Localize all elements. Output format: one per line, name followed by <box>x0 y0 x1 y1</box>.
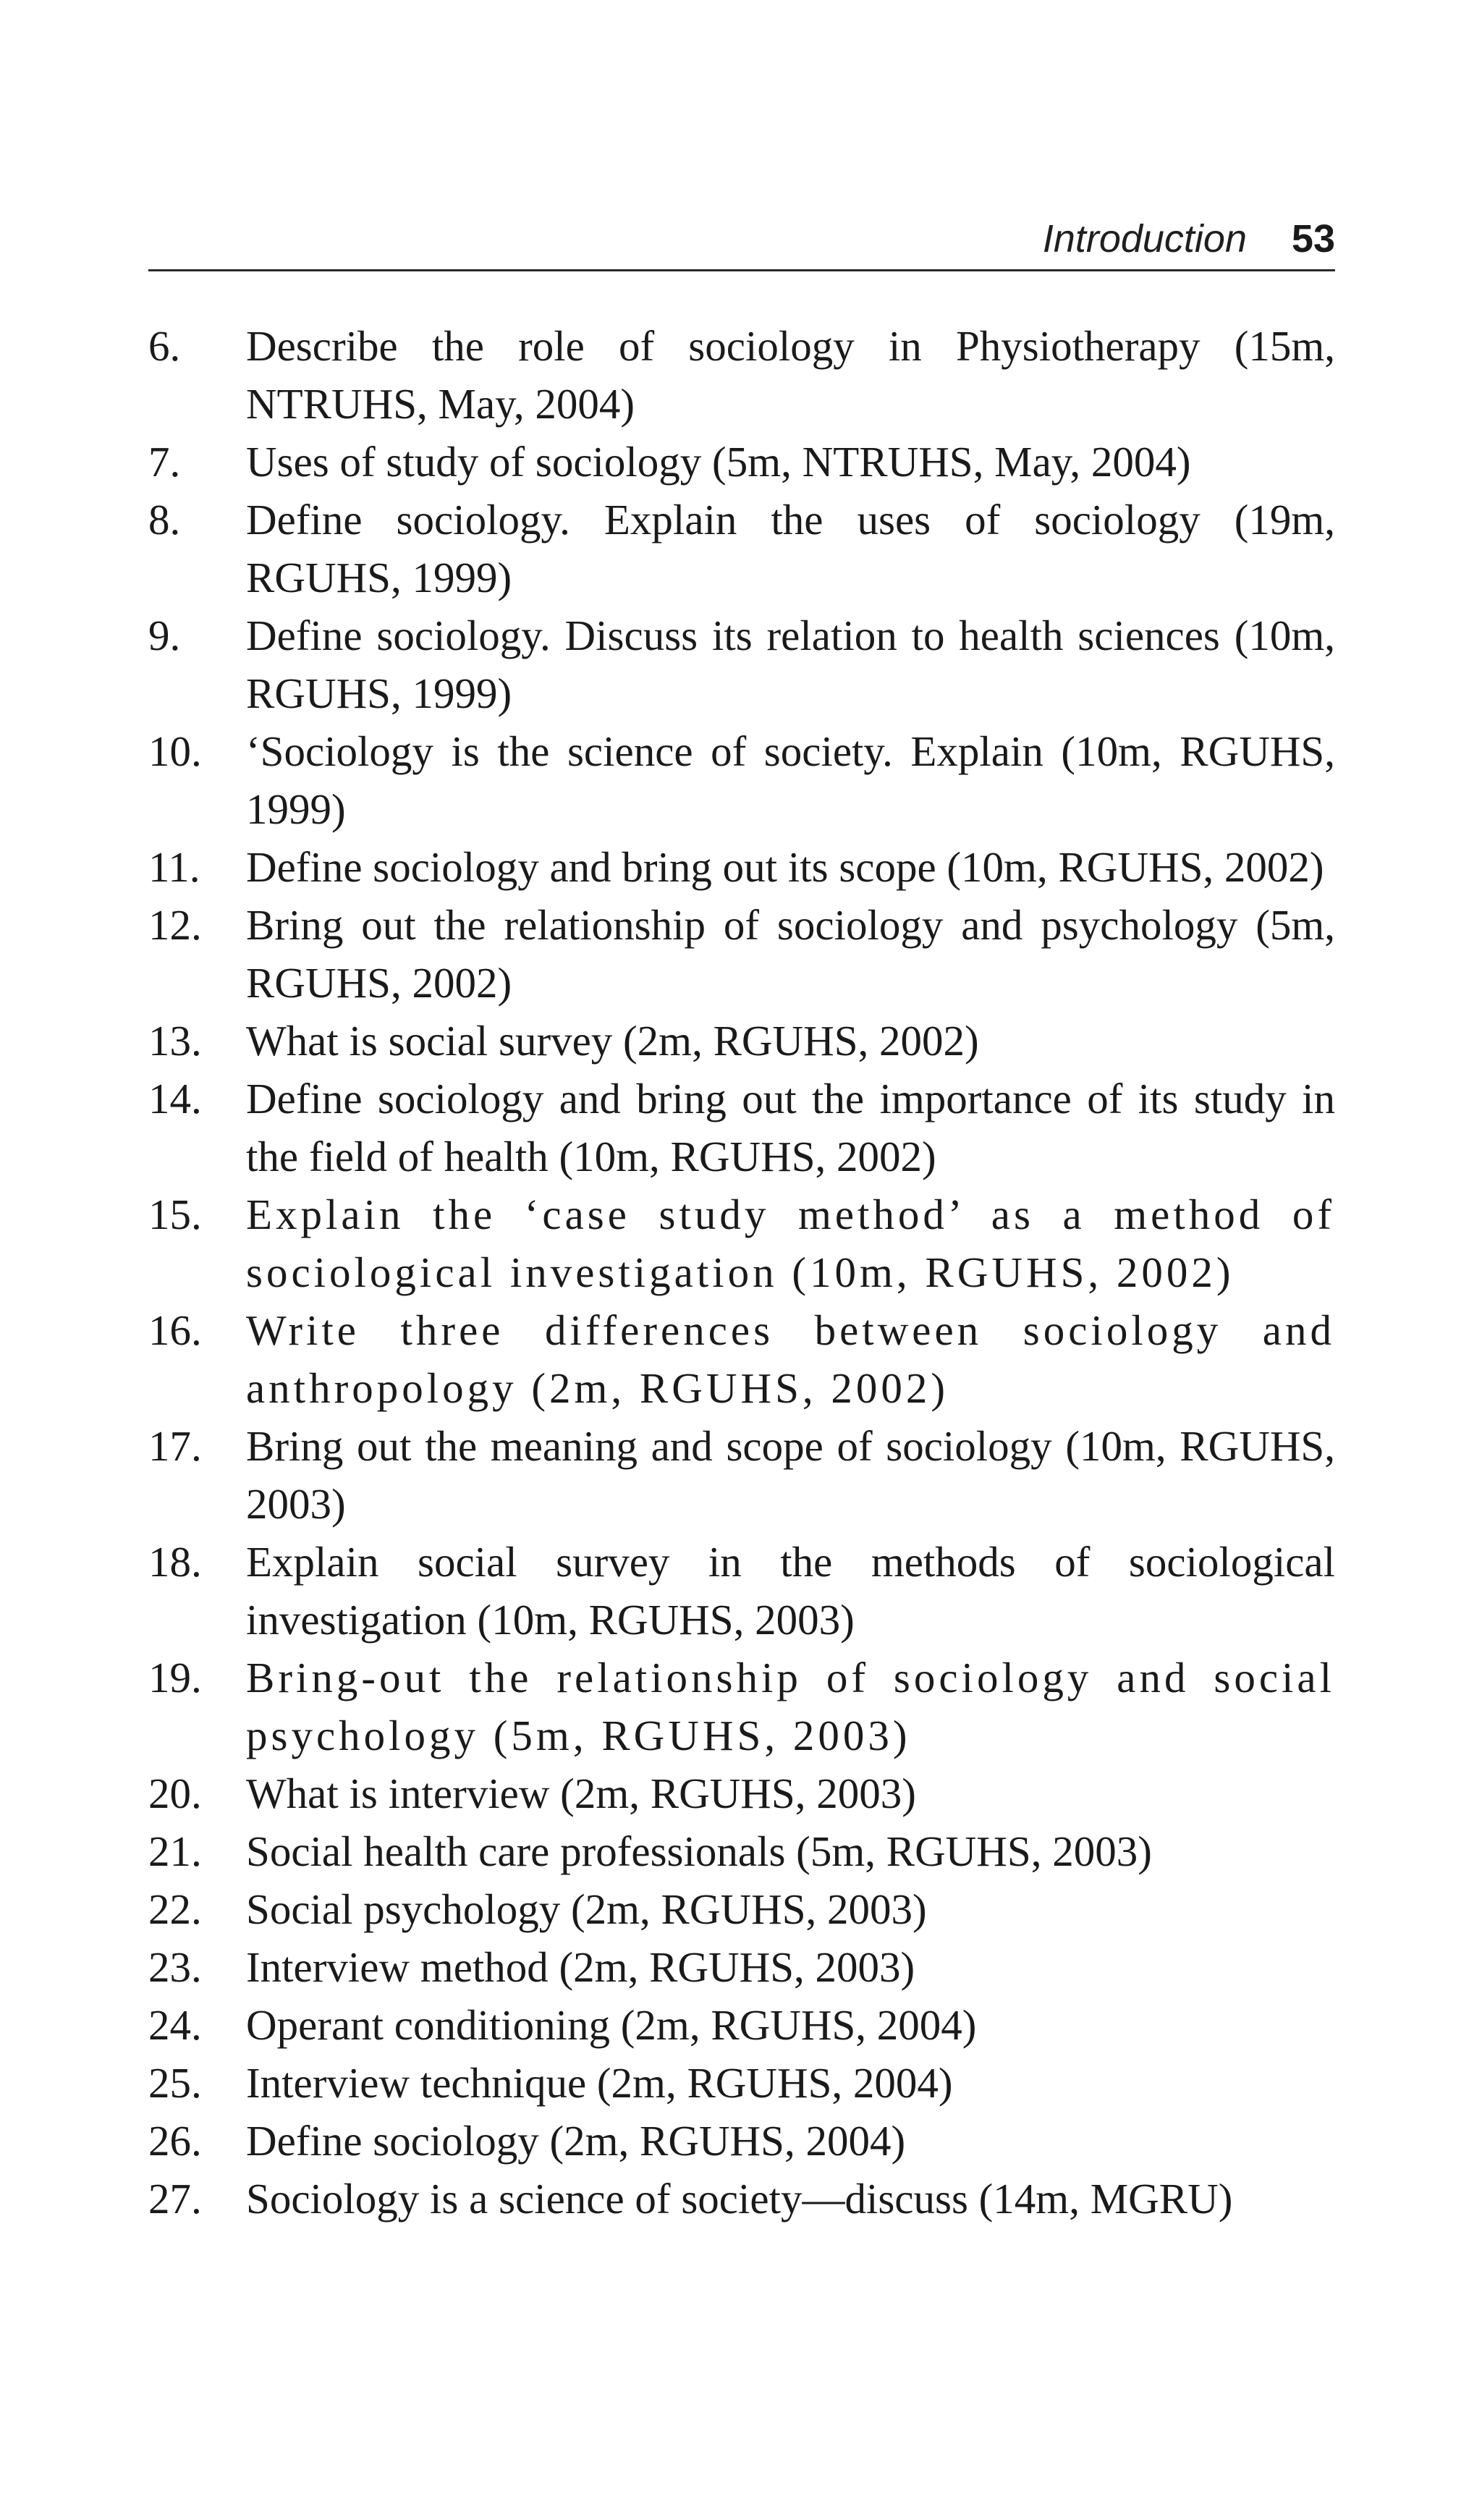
question-number: 23. <box>148 1943 202 1991</box>
question-text: Sociology is a science of society—discuss (14m, MGRU) <box>246 2175 1233 2223</box>
question-text: Interview method (2m, RGUHS, 2003) <box>246 1943 915 1991</box>
question-item <box>148 2170 1335 2228</box>
question-number: 10. <box>148 727 202 775</box>
question-text: Define sociology. Explain the uses of sociology (19m, RGUHS, 1999) <box>246 496 1335 601</box>
question-text: What is social survey (2m, RGUHS, 2002) <box>246 1017 979 1065</box>
question-item <box>148 838 1335 896</box>
question-item <box>148 1301 1335 1417</box>
question-number: 26. <box>148 2117 202 2165</box>
question-number: 22. <box>148 1885 202 1933</box>
question-text: Define sociology and bring out the importance of its study in the field of health (10m, RGUHS, 2002) <box>246 1075 1335 1180</box>
question-text: Operant conditioning (2m, RGUHS, 2004) <box>246 2001 977 2049</box>
question-number: 19. <box>148 1654 202 1701</box>
question-number: 14. <box>148 1075 202 1122</box>
question-number: 12. <box>148 901 202 949</box>
header-rule <box>148 269 1335 271</box>
question-item <box>148 1822 1335 1880</box>
question-text: What is interview (2m, RGUHS, 2003) <box>246 1770 916 1817</box>
question-text: Social psychology (2m, RGUHS, 2003) <box>246 1885 927 1933</box>
question-number: 8. <box>148 496 181 544</box>
question-number: 16. <box>148 1306 202 1354</box>
question-text: Describe the role of sociology in Physiotherapy (15m, NTRUHS, May, 2004) <box>246 322 1335 428</box>
question-item <box>148 317 1335 433</box>
question-item <box>148 1417 1335 1533</box>
question-text: Explain the ‘case study method’ as a method of sociological investigation (10m, RGUHS, 2002) <box>246 1191 1335 1296</box>
question-text: Define sociology and bring out its scope (10m, RGUHS, 2002) <box>246 843 1324 891</box>
question-number: 13. <box>148 1017 202 1065</box>
question-number: 9. <box>148 612 181 659</box>
question-number: 17. <box>148 1422 202 1470</box>
question-item <box>148 896 1335 1012</box>
question-item <box>148 1533 1335 1649</box>
question-list <box>148 317 1335 2228</box>
question-text: Define sociology. Discuss its relation to health sciences (10m, RGUHS, 1999) <box>246 612 1335 717</box>
question-text: Define sociology (2m, RGUHS, 2004) <box>246 2117 906 2165</box>
question-item <box>148 1996 1335 2054</box>
question-item <box>148 491 1335 606</box>
question-number: 27. <box>148 2175 202 2223</box>
question-number: 24. <box>148 2001 202 2049</box>
question-item <box>148 1764 1335 1822</box>
question-text: Bring-out the relationship of sociology and social psychology (5m, RGUHS, 2003) <box>246 1654 1335 1759</box>
question-item <box>148 1185 1335 1301</box>
question-number: 20. <box>148 1770 202 1817</box>
question-text: Interview technique (2m, RGUHS, 2004) <box>246 2059 953 2107</box>
question-item <box>148 722 1335 838</box>
question-text: Explain social survey in the methods of sociological investigation (10m, RGUHS, 2003) <box>246 1538 1335 1644</box>
question-item <box>148 2112 1335 2170</box>
question-text: Social health care professionals (5m, RGUHS, 2003) <box>246 1827 1152 1875</box>
question-number: 11. <box>148 843 200 891</box>
question-item <box>148 1012 1335 1070</box>
question-number: 21. <box>148 1827 202 1875</box>
page-number: 53 <box>1291 217 1335 261</box>
question-item <box>148 1649 1335 1764</box>
running-head <box>148 214 1335 272</box>
question-number: 7. <box>148 438 181 486</box>
question-number: 25. <box>148 2059 202 2107</box>
question-text: ‘Sociology is the science of society. Explain (10m, RGUHS, 1999) <box>246 727 1335 833</box>
question-item <box>148 433 1335 491</box>
question-item <box>148 606 1335 722</box>
question-number: 6. <box>148 322 181 370</box>
question-item <box>148 1938 1335 1996</box>
question-number: 18. <box>148 1538 202 1586</box>
question-text: Uses of study of sociology (5m, NTRUHS, May, 2004) <box>246 438 1191 486</box>
question-item <box>148 2054 1335 2112</box>
question-number: 15. <box>148 1191 202 1238</box>
question-item <box>148 1070 1335 1185</box>
question-text: Bring out the relationship of sociology and psychology (5m, RGUHS, 2002) <box>246 901 1335 1007</box>
section-title: Introduction <box>1042 217 1247 261</box>
question-text: Bring out the meaning and scope of sociology (10m, RGUHS, 2003) <box>246 1422 1335 1528</box>
question-text: Write three differences between sociology and anthropology (2m, RGUHS, 2002) <box>246 1306 1335 1412</box>
question-item <box>148 1880 1335 1938</box>
